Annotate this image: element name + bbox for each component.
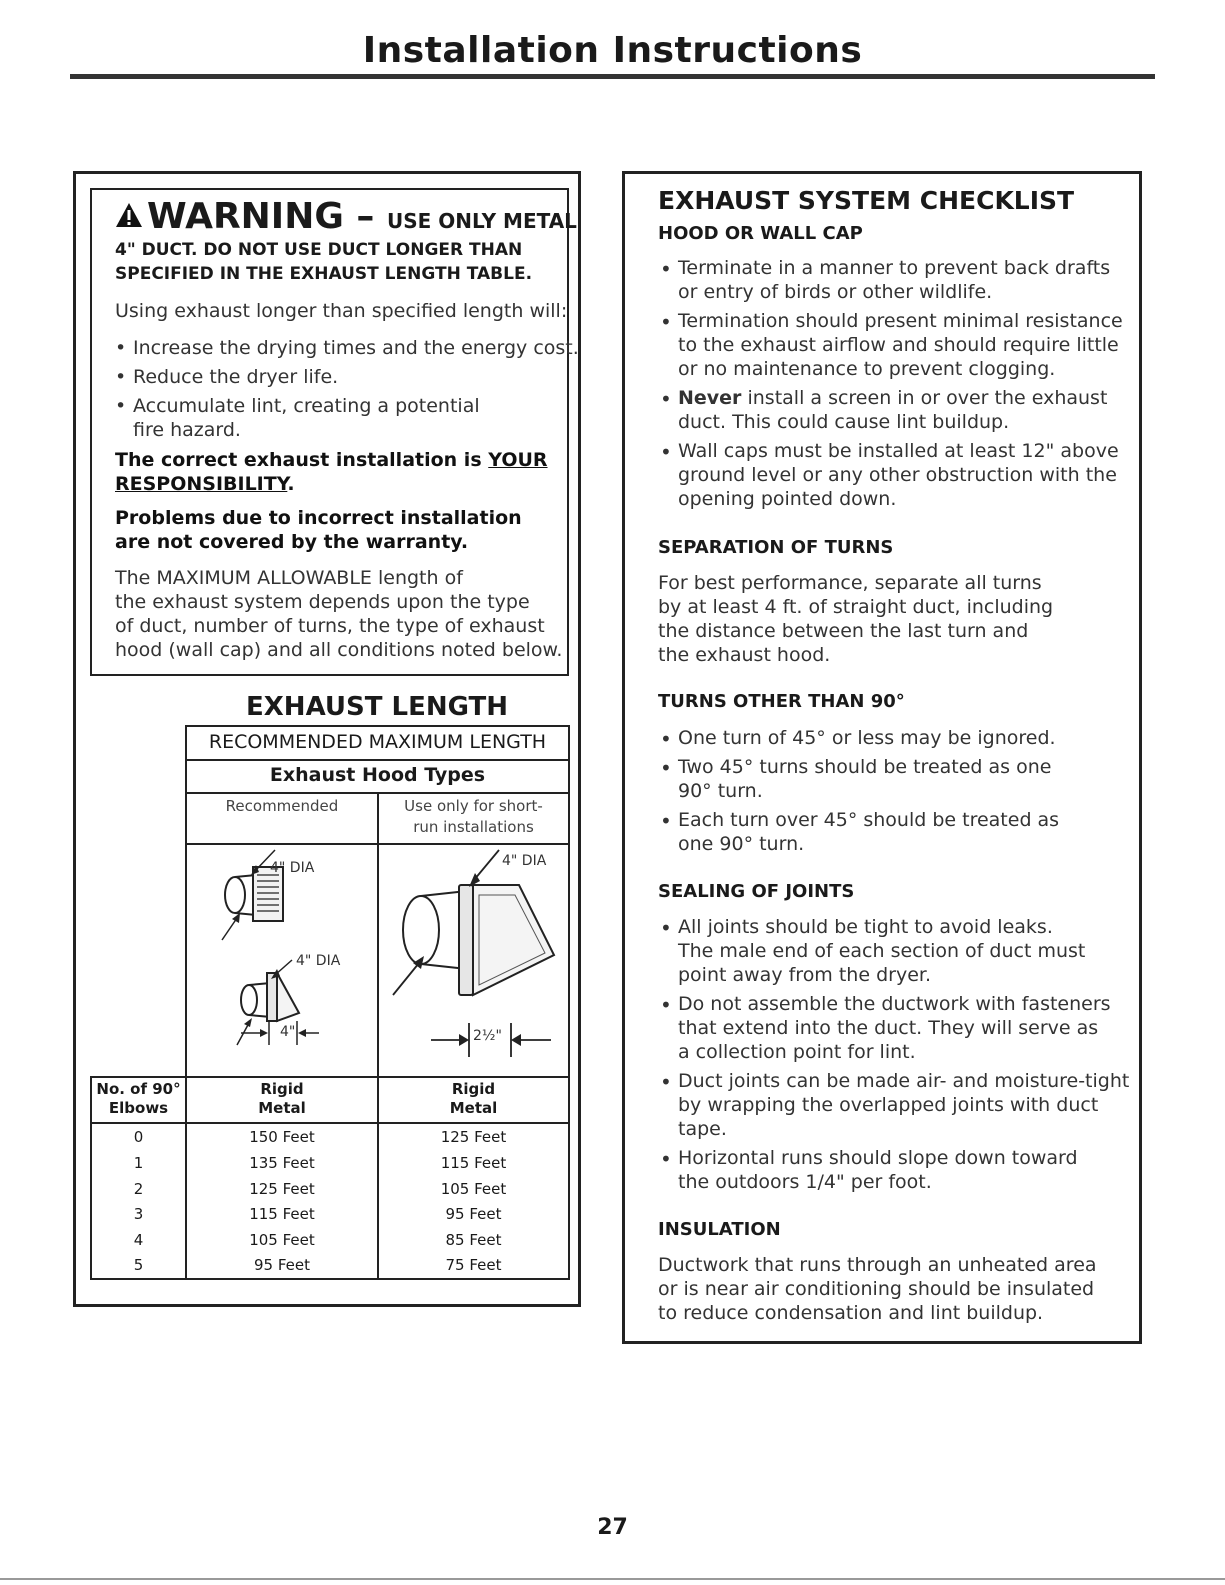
row-header-elbows-2: Elbows	[108, 1099, 169, 1117]
exhaust-length-title: EXHAUST LENGTH	[246, 692, 508, 722]
table-line	[90, 1278, 570, 1280]
dia-label-bottom: 4" DIA	[296, 953, 341, 969]
turns-text: Each turn over 45° should be treated as	[678, 809, 1060, 831]
insulation-text: Ductwork that runs through an unheated area	[658, 1254, 1097, 1276]
bullet-icon: •	[660, 387, 672, 411]
page-number: 27	[597, 1515, 628, 1540]
warning-line-2: 4" DUCT. DO NOT USE DUCT LONGER THAN	[115, 240, 523, 260]
table-cell-short: 95 Feet	[445, 1205, 502, 1223]
hood-text: ground level or any other obstruction with the	[678, 464, 1117, 486]
bottom-rule	[0, 1578, 1225, 1580]
max-length-line: hood (wall cap) and all conditions noted below.	[115, 639, 563, 661]
hood-text: Termination should present minimal resistance	[678, 310, 1123, 332]
max-length-line: of duct, number of turns, the type of exhaust	[115, 615, 545, 637]
bullet-icon: •	[660, 440, 672, 464]
hood-text: or no maintenance to prevent clogging.	[678, 358, 1056, 380]
hood-text: Wall caps must be installed at least 12" above	[678, 440, 1119, 462]
turns-text: 90° turn.	[678, 780, 763, 802]
insulation-heading: INSULATION	[658, 1219, 781, 1240]
table-line	[90, 1122, 570, 1124]
table-cell-rec: 95 Feet	[253, 1256, 310, 1274]
warning-bullet: • Reduce the dryer life.	[133, 366, 338, 388]
turns-text: Two 45° turns should be treated as one	[678, 756, 1052, 778]
sealing-text: the outdoors 1/4" per foot.	[678, 1171, 932, 1193]
bullet-icon: •	[660, 257, 672, 281]
sealing-text: The male end of each section of duct must	[678, 940, 1086, 962]
checklist-title: EXHAUST SYSTEM CHECKLIST	[658, 186, 1075, 215]
sealing-text: point away from the dryer.	[678, 964, 931, 986]
bullet-icon: •	[660, 727, 672, 751]
never-word: Never	[678, 387, 742, 409]
bullet-icon: •	[660, 756, 672, 780]
hood-text-never	[678, 387, 1107, 409]
warning-bullet: • Accumulate lint, creating a potential	[133, 395, 480, 417]
column-short-run-2: run installations	[413, 818, 534, 836]
warning-heading-tail: USE ONLY METAL	[386, 209, 577, 233]
bullet-icon: •	[660, 916, 672, 940]
dia-label-top: 4" DIA	[270, 860, 315, 876]
turns-text: one 90° turn.	[678, 833, 805, 855]
column-recommended: Recommended	[225, 797, 339, 815]
sealing-text: Duct joints can be made air- and moisture-tight	[678, 1070, 1130, 1092]
table-cell-elbows: 1	[133, 1154, 144, 1172]
insulation-text: or is near air conditioning should be insulated	[658, 1278, 1095, 1300]
column-short-run-1: Use only for short-	[404, 797, 543, 815]
warning-triangle-icon	[115, 202, 143, 228]
warning-bullet: • Increase the drying times and the energy cost.	[133, 337, 579, 359]
separation-heading: SEPARATION OF TURNS	[658, 537, 894, 558]
sealing-text: All joints should be tight to avoid leaks.	[678, 916, 1053, 938]
table-cell-rec: 150 Feet	[249, 1128, 315, 1146]
warning-line-3: SPECIFIED IN THE EXHAUST LENGTH TABLE.	[115, 264, 533, 284]
separation-text: the exhaust hood.	[658, 644, 831, 666]
sealing-text: that extend into the duct. They will serve as	[678, 1017, 1099, 1039]
warning-heading	[115, 196, 577, 237]
page-title: Installation Instructions	[362, 30, 863, 71]
table-line	[185, 725, 570, 727]
separation-text: the distance between the last turn and	[658, 620, 1029, 642]
table-cell-elbows: 5	[133, 1256, 144, 1274]
metal-label-rec: Metal	[258, 1099, 306, 1117]
bullet-icon: •	[660, 809, 672, 833]
table-cell-rec: 115 Feet	[249, 1205, 315, 1223]
hood-text: Terminate in a manner to prevent back drafts	[678, 257, 1111, 279]
turns-heading: TURNS OTHER THAN 90°	[658, 691, 905, 712]
sealing-text: tape.	[678, 1118, 727, 1140]
responsibility-dot: .	[287, 473, 295, 495]
responsibility-word: RESPONSIBILITY	[115, 473, 288, 495]
table-cell-elbows: 3	[133, 1205, 144, 1223]
responsibility-text: The correct exhaust installation is	[115, 449, 489, 471]
bullet-icon: •	[660, 1070, 672, 1094]
table-cell-rec: 105 Feet	[249, 1231, 315, 1249]
louvered-hood-illustration	[187, 845, 377, 1075]
table-cell-short: 125 Feet	[440, 1128, 507, 1146]
table-cell-rec: 125 Feet	[249, 1180, 315, 1198]
sealing-text: a collection point for lint.	[678, 1041, 916, 1063]
table-cell-short: 105 Feet	[440, 1180, 507, 1198]
row-header-elbows-1: No. of 90°	[96, 1080, 181, 1098]
table-cell-short: 115 Feet	[440, 1154, 507, 1172]
responsibility-your: YOUR	[488, 449, 548, 471]
hood-text: or entry of birds or other wildlife.	[678, 281, 993, 303]
separation-text: by at least 4 ft. of straight duct, including	[658, 596, 1054, 618]
table-cell-short: 85 Feet	[445, 1231, 502, 1249]
table-line	[90, 1076, 570, 1078]
never-rest: install a screen in or over the exhaust	[741, 387, 1108, 409]
problems-line-1: Problems due to incorrect installation	[115, 507, 522, 529]
responsibility-line-2	[115, 473, 295, 495]
table-cell-rec: 135 Feet	[249, 1154, 315, 1172]
hood-text: opening pointed down.	[678, 488, 897, 510]
hood-text: to the exhaust airflow and should require little	[678, 334, 1119, 356]
warning-intro: Using exhaust longer than specified length will:	[115, 300, 568, 322]
rigid-label-short: Rigid	[451, 1080, 496, 1098]
table-cell-elbows: 2	[133, 1180, 144, 1198]
max-length-line: The MAXIMUM ALLOWABLE length of	[115, 567, 463, 589]
max-length-line: the exhaust system depends upon the type	[115, 591, 530, 613]
bullet-icon: •	[660, 993, 672, 1017]
warning-word: WARNING	[147, 196, 344, 237]
sealing-text: Horizontal runs should slope down toward	[678, 1147, 1078, 1169]
dia-label-right: 4" DIA	[502, 853, 547, 869]
width-label-2-5in: 2½"	[473, 1028, 502, 1044]
warning-bullet-cont: fire hazard.	[133, 419, 241, 441]
bullet-icon: •	[660, 310, 672, 334]
metal-label-short: Metal	[449, 1099, 498, 1117]
sealing-heading: SEALING OF JOINTS	[658, 881, 855, 902]
table-cell-elbows: 0	[133, 1128, 144, 1146]
width-label-4in: 4"	[280, 1024, 296, 1040]
table-header-recommended-max: RECOMMENDED MAXIMUM LENGTH	[208, 731, 547, 753]
rigid-label-rec: Rigid	[260, 1080, 304, 1098]
title-rule	[70, 74, 1155, 79]
table-cell-elbows: 4	[133, 1231, 144, 1249]
separation-text: For best performance, separate all turns	[658, 572, 1042, 594]
warning-dash: –	[343, 196, 387, 237]
hood-heading: HOOD OR WALL CAP	[658, 223, 863, 244]
sealing-text: by wrapping the overlapped joints with duct	[678, 1094, 1099, 1116]
problems-line-2: are not covered by the warranty.	[115, 531, 469, 553]
responsibility-line-1	[115, 449, 548, 471]
bullet-icon: •	[660, 1147, 672, 1171]
insulation-text: to reduce condensation and lint buildup.	[658, 1302, 1044, 1324]
table-line	[185, 759, 570, 761]
turns-text: One turn of 45° or less may be ignored.	[678, 727, 1056, 749]
sealing-text: Do not assemble the ductwork with fasteners	[678, 993, 1111, 1015]
table-header-hood-types: Exhaust Hood Types	[269, 764, 486, 786]
hood-text: duct. This could cause lint buildup.	[678, 411, 1010, 433]
table-cell-short: 75 Feet	[445, 1256, 502, 1274]
